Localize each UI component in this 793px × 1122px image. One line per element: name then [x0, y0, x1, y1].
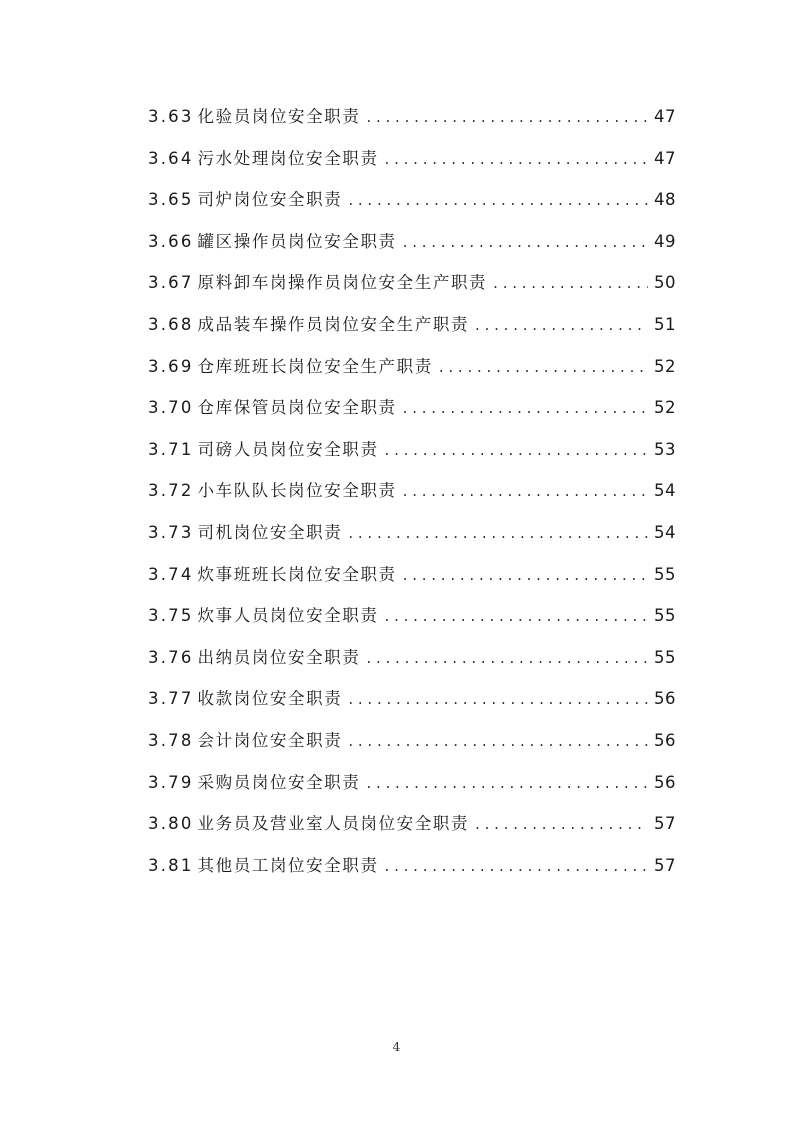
- toc-entry[interactable]: [148, 179, 676, 221]
- toc-entry-page: 52: [654, 356, 676, 376]
- toc-dot-leader: [493, 263, 648, 305]
- toc-dot-leader: [439, 347, 648, 389]
- toc-entry-page: 56: [654, 772, 676, 792]
- table-of-contents: [148, 96, 676, 886]
- toc-entry-title: 收款岗位安全职责: [197, 689, 343, 709]
- toc-entry-page: 49: [654, 231, 676, 251]
- toc-entry-number: 3.63: [148, 107, 194, 126]
- toc-entry-number: 3.71: [148, 439, 194, 459]
- toc-entry[interactable]: [148, 720, 676, 762]
- toc-dot-leader: [366, 763, 648, 805]
- toc-entry-title: 化验员岗位安全职责: [197, 107, 361, 126]
- toc-entry[interactable]: [148, 262, 676, 304]
- toc-entry[interactable]: [148, 512, 676, 554]
- toc-entry-number: 3.70: [148, 398, 194, 418]
- toc-entry[interactable]: [148, 803, 676, 845]
- toc-entry-page: 55: [654, 606, 676, 626]
- toc-entry-number: 3.66: [148, 231, 194, 251]
- toc-dot-leader: [475, 305, 648, 347]
- toc-entry-page: 52: [654, 398, 676, 418]
- toc-entry-title: 罐区操作员岗位安全职责: [197, 231, 397, 251]
- toc-entry-number: 3.73: [148, 522, 194, 542]
- toc-dot-leader: [403, 555, 648, 597]
- toc-entry[interactable]: [148, 304, 676, 346]
- toc-entry[interactable]: [148, 845, 676, 887]
- toc-entry-page: 57: [654, 855, 676, 875]
- toc-dot-leader: [385, 430, 648, 472]
- toc-entry-title: 小车队队长岗位安全职责: [197, 481, 397, 501]
- toc-dot-leader: [385, 596, 648, 638]
- toc-entry-title: 司炉岗位安全职责: [197, 190, 343, 210]
- toc-entry[interactable]: [148, 387, 676, 429]
- toc-dot-leader: [366, 638, 648, 680]
- toc-entry-number: 3.65: [148, 190, 194, 210]
- toc-dot-leader: [403, 222, 648, 264]
- toc-entry[interactable]: [148, 221, 676, 263]
- toc-entry-title: 采购员岗位安全职责: [197, 772, 361, 792]
- toc-entry-title: 会计岗位安全职责: [197, 730, 343, 750]
- toc-dot-leader: [475, 804, 648, 846]
- toc-entry-page: 53: [654, 439, 676, 459]
- toc-entry-page: 54: [654, 522, 676, 542]
- toc-entry-title: 污水处理岗位安全职责: [197, 148, 379, 168]
- toc-entry-title: 司机岗位安全职责: [197, 522, 343, 542]
- toc-entry-title: 炊事班班长岗位安全职责: [197, 564, 397, 584]
- toc-entry[interactable]: [148, 96, 676, 138]
- toc-entry-number: 3.72: [148, 481, 194, 501]
- toc-dot-leader: [348, 513, 648, 555]
- toc-dot-leader: [348, 679, 648, 721]
- toc-entry-page: 47: [654, 148, 676, 168]
- toc-dot-leader: [385, 139, 648, 181]
- toc-entry-page: 56: [654, 689, 676, 709]
- toc-entry-title: 业务员及营业室人员岗位安全职责: [197, 814, 470, 834]
- toc-dot-leader: [403, 471, 648, 513]
- toc-entry-title: 原料卸车岗操作员岗位安全生产职责: [197, 273, 488, 293]
- toc-entry-number: 3.79: [148, 772, 194, 792]
- toc-entry-title: 成品装车操作员岗位安全生产职责: [197, 314, 470, 334]
- toc-entry-number: 3.68: [148, 314, 194, 334]
- toc-entry-page: 54: [654, 481, 676, 501]
- toc-entry-number: 3.69: [148, 356, 194, 376]
- toc-entry-number: 3.75: [148, 606, 194, 626]
- toc-entry-page: 57: [654, 814, 676, 834]
- toc-entry[interactable]: [148, 346, 676, 388]
- toc-entry-title: 其他员工岗位安全职责: [197, 855, 379, 875]
- toc-entry[interactable]: [148, 429, 676, 471]
- toc-dot-leader: [348, 721, 648, 763]
- toc-entry-number: 3.76: [148, 647, 194, 667]
- toc-entry[interactable]: [148, 762, 676, 804]
- toc-entry[interactable]: [148, 595, 676, 637]
- toc-entry-title: 仓库保管员岗位安全职责: [197, 398, 397, 418]
- toc-entry-title: 出纳员岗位安全职责: [197, 647, 361, 667]
- toc-entry-title: 炊事人员岗位安全职责: [197, 606, 379, 626]
- toc-entry[interactable]: [148, 470, 676, 512]
- toc-entry-number: 3.64: [148, 148, 194, 168]
- toc-dot-leader: [348, 180, 648, 222]
- toc-entry[interactable]: [148, 637, 676, 679]
- toc-entry-title: 仓库班班长岗位安全生产职责: [197, 356, 433, 376]
- toc-entry[interactable]: [148, 678, 676, 720]
- toc-dot-leader: [366, 97, 648, 139]
- page-number: 4: [392, 1040, 401, 1054]
- toc-entry-page: 51: [654, 314, 676, 334]
- toc-entry-number: 3.67: [148, 273, 194, 293]
- toc-entry-number: 3.77: [148, 689, 194, 709]
- toc-entry-page: 55: [654, 564, 676, 584]
- toc-entry-title: 司磅人员岗位安全职责: [197, 439, 379, 459]
- toc-entry-page: 56: [654, 730, 676, 750]
- toc-dot-leader: [403, 388, 648, 430]
- toc-entry-page: 50: [654, 273, 676, 293]
- toc-entry-number: 3.81: [148, 855, 194, 875]
- toc-entry-page: 47: [654, 107, 676, 126]
- toc-dot-leader: [385, 846, 648, 888]
- toc-entry-number: 3.78: [148, 730, 194, 750]
- toc-entry-number: 3.74: [148, 564, 194, 584]
- toc-entry-page: 48: [654, 190, 676, 210]
- toc-entry[interactable]: [148, 554, 676, 596]
- toc-entry[interactable]: [148, 138, 676, 180]
- toc-entry-number: 3.80: [148, 814, 194, 834]
- toc-entry-page: 55: [654, 647, 676, 667]
